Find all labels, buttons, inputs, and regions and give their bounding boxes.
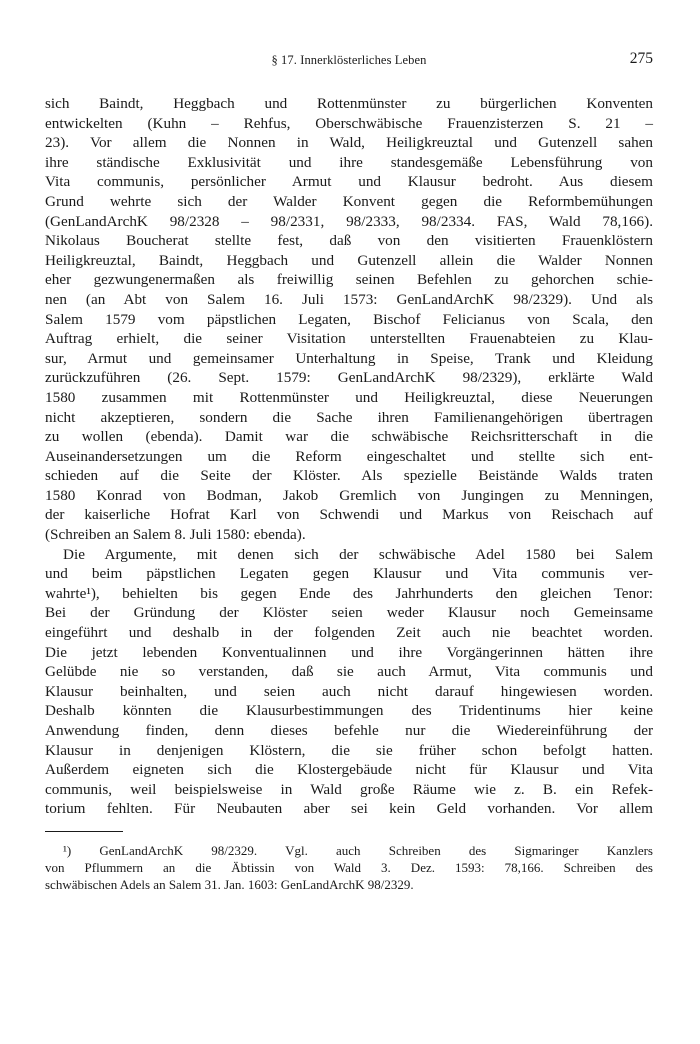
text-line: 1580 zusammen mit Rottenmünster und Heiligkreuztal, diese Neuerungen [45,388,653,406]
text-line: Klausur beinhalten, und seien auch nicht darauf hingewiesen worden. [45,682,653,700]
text-line: schieden auf die Seite der Klöster. Als spezielle Beistände Walds traten [45,467,653,485]
text-line: communis, weil beispielsweise in Wald große Räume wie z. B. ein Refek- [45,780,653,798]
footnote-line: von Pflummern an die Äbtissin von Wald 3. Dez. 1593: 78,166. Schreiben des [45,859,653,875]
text-line: Die Argumente, mit denen sich der schwäbische Adel 1580 bei Salem [63,545,653,563]
text-line: nicht akzeptieren, sondern die Sache ihren Familienangehörigen übertragen [45,408,653,426]
text-line: eingeführt und deshalb in der folgenden Zeit auch nie beachtet worden. [45,624,653,642]
main-text [45,94,653,819]
text-line: entwickelten (Kuhn – Rehfus, Oberschwäbische Frauenzisterzen S. 21 – [45,114,653,132]
footnote-line: schwäbischen Adels an Salem 31. Jan. 1603: GenLandArchK 98/2329. [45,876,414,892]
text-line: Gelübde nie so verstanden, daß sie auch Armut, Vita communis und [45,663,653,681]
text-line: Die jetzt lebenden Konventualinnen und ihre Vorgängerinnen hätten ihre [45,643,653,661]
page-number: 275 [629,50,653,67]
running-title: § 17. Innerklösterliches Leben [271,53,427,67]
text-line: wahrte¹), behielten bis gegen Ende des Jahrhunderts den gleichen Tenor: [45,584,653,602]
footnote-separator [45,831,123,832]
text-line: Bei der Gründung der Klöster seien weder Klausur noch Gemeinsame [45,604,653,622]
text-line: Vita communis, persönlicher Armut und Klausur bedroht. Aus diesem [45,173,653,191]
text-line: zu wollen (ebenda). Damit war die schwäbische Reichsritterschaft in die [45,428,653,446]
text-line: Auseinandersetzungen um die Reform eingeschaltet und stellte sich ent- [45,447,653,465]
text-line: 1580 Konrad von Bodman, Jakob Gremlich von Jungingen zu Menningen, [45,486,653,504]
text-line: Außerdem eigneten sich die Klostergebäude nicht für Klausur und Vita [45,761,653,779]
text-line: Salem 1579 vom päpstlichen Legaten, Bischof Felicianus von Scala, den [45,310,653,328]
text-line: 23). Vor allem die Nonnen in Wald, Heiligkreuztal und Gutenzell sahen [45,134,653,152]
text-line: und beim päpstlichen Legaten gegen Klausur und Vita communis ver- [45,565,653,583]
text-line: Deshalb könnten die Klausurbestimmungen des Tridentinums hier keine [45,702,653,720]
text-line: Anwendung finden, denn dieses befehle nur die Wiedereinführung der [45,722,653,739]
text-line: torium fehlten. Für Neubauten aber sei kein Geld vorhanden. Vor allem [45,800,653,818]
text-line: sich Baindt, Heggbach und Rottenmünster zu bürgerlichen Konventen [45,95,653,112]
footnote-line: ¹) GenLandArchK 98/2329. Vgl. auch Schreiben des Sigmaringer Kanzlers [63,842,653,858]
text-line: Grund wehrte sich der Walder Konvent gegen die Reformbemühungen [45,192,653,210]
text-line: Heiligkreuztal, Baindt, Heggbach und Gutenzell allein die Walder Nonnen [45,251,653,269]
text-line: eher gezwungenermaßen als freiwillig seinen Befehlen zu gehorchen schie- [45,271,653,289]
text-line: sur, Armut und gemeinsamer Unterhaltung in Speise, Trank und Kleidung [45,349,653,367]
text-line: nen (an Abt von Salem 16. Juli 1573: GenLandArchK 98/2329). Und als [45,290,653,308]
text-line: ihre ständische Exklusivität und ihre standesgemäße Lebensführung von [45,153,653,171]
text-line: (GenLandArchK 98/2328 – 98/2331, 98/2333, 98/2334. FAS, Wald 78,166). [45,212,653,230]
page-header [45,50,653,74]
text-line: Klausur in denjenigen Klöstern, die sie früher schon befolgt hatten. [45,741,653,759]
text-line: Nikolaus Boucherat stellte fest, daß von den visitierten Frauenklöstern [45,232,653,250]
text-line: Auftrag erhielt, die seiner Visitation unterstellten Frauenabteien zu Klau- [45,330,653,348]
footnotes [45,842,653,893]
text-line: zurückzuführen (26. Sept. 1579: GenLandArchK 98/2329), erklärte Wald [45,369,653,387]
text-line: der kaiserliche Hofrat Karl von Schwendi und Markus von Reischach auf [45,506,653,524]
text-line: (Schreiben an Salem 8. Juli 1580: ebenda). [45,526,306,544]
book-page [45,50,653,893]
